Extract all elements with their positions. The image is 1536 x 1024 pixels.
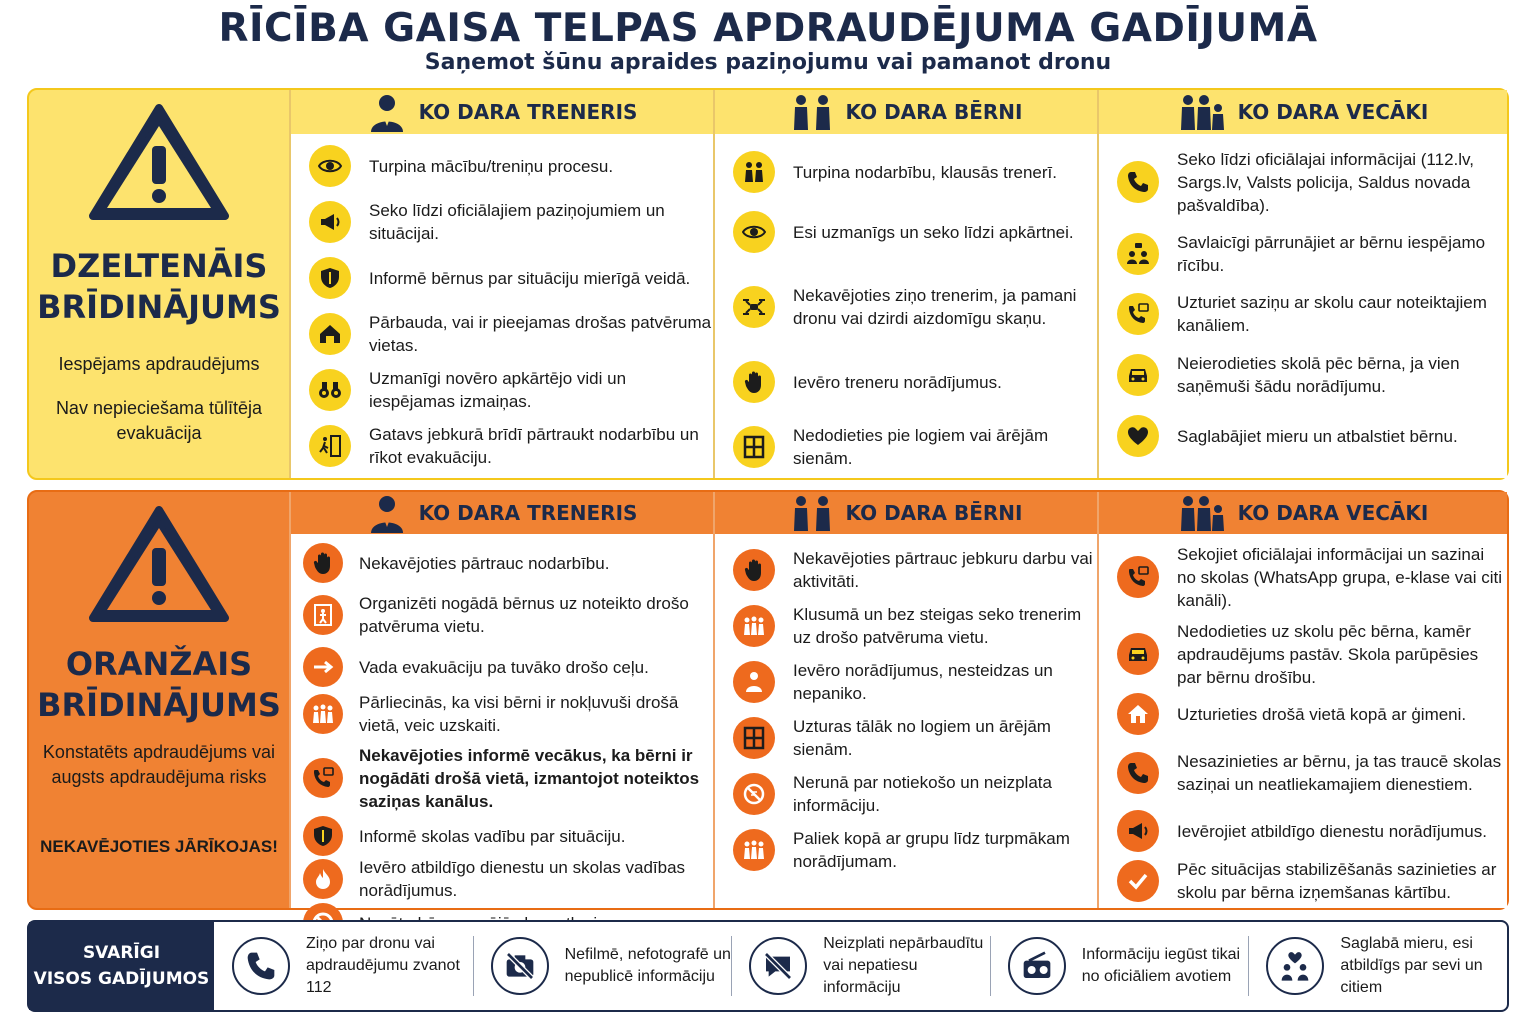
list-item: [1099, 694, 1507, 734]
megaphone-icon: [309, 201, 351, 243]
shield-icon: [309, 257, 351, 299]
orange-level-line2: BRĪDINĀJUMS: [37, 686, 281, 724]
arrow-icon: [303, 647, 343, 687]
children-icon: [733, 151, 775, 193]
orange-coach-list: [291, 540, 713, 942]
page-title: RĪCĪBA GAISA TELPAS APDRAUDĒJUMA GADĪJUMĀ: [218, 6, 1318, 51]
children-icon: [303, 694, 343, 734]
list-item: [715, 766, 1097, 822]
list-item: [291, 738, 713, 818]
list-item: [715, 412, 1097, 482]
list-item: [1099, 850, 1507, 912]
list-item: [1099, 734, 1507, 812]
list-item: [1099, 224, 1507, 284]
orange-level-line1: ORANŽAIS: [65, 645, 253, 683]
yellow-warning-section: [27, 88, 1509, 480]
list-item: [715, 542, 1097, 598]
list-item: [291, 690, 713, 738]
list-item-text: Pēc situācijas stabilizēšanās sazinieties ar skolu par bērna izņemšanas kārtību.: [1177, 860, 1497, 902]
list-item: [715, 142, 1097, 202]
car-icon: [1117, 354, 1159, 396]
yellow-level-panel: [29, 90, 289, 478]
yellow-level-line1: DZELTENĀIS: [50, 247, 268, 285]
list-item-text: Klusumā un bez steigas seko trenerim uz drošo patvēruma vietu.: [793, 605, 1082, 647]
yellow-level-line2: BRĪDINĀJUMS: [37, 288, 281, 326]
orange-coach-header: [291, 492, 713, 534]
list-item-text: Uzturas tālāk no logiem un ārējām sienām.: [793, 717, 1051, 759]
yellow-threat-description: Iespējams apdraudējums: [58, 354, 260, 374]
phone-icon: [232, 937, 290, 995]
list-item-text: Pārbauda, vai ir pieejamas drošas patvēruma vietas.: [369, 313, 712, 355]
hand-icon: [303, 543, 343, 583]
list-item-text: Nekavējoties ziņo trenerim, ja pamani dronu vai dzirdi aizdomīgu skaņu.: [793, 286, 1077, 328]
list-item: [291, 586, 713, 644]
list-item-text: Neierodieties skolā pēc bērna, ja vien saņēmuši šādu norādījumu.: [1177, 354, 1460, 396]
family-icon: [1178, 495, 1226, 531]
yellow-children-header-label: KO DARA BĒRNI: [845, 100, 1023, 124]
radio-icon: [1008, 937, 1066, 995]
warning-triangle-icon: [87, 504, 231, 624]
yellow-evacuation-note: Nav nepieciešama tūlītēja evakuācija: [55, 398, 263, 443]
orange-warning-section: [27, 490, 1509, 910]
list-item: [1099, 812, 1507, 850]
list-item-text: Nekavējoties pārtrauc jebkuru darbu vai aktivitāti.: [793, 549, 1093, 591]
no-talk-icon: [733, 773, 775, 815]
binoculars-icon: [309, 369, 351, 411]
bottom-item-text: Informāciju iegūst tikai no oficiāliem avotiem: [1081, 946, 1241, 985]
yellow-coach-column: [289, 90, 713, 478]
list-item-text: Seko līdzi oficiālajiem paziņojumiem un situācijai.: [369, 201, 665, 243]
family-heart-icon: [1266, 937, 1324, 995]
phone-message-icon: [1117, 556, 1159, 598]
family-icon: [1178, 94, 1226, 130]
list-item-text: Turpina mācību/treniņu procesu.: [369, 156, 614, 176]
yellow-level-name: [29, 246, 289, 328]
list-item-text: Nekavējoties informē vecākus, ka bērni ir nogādāti drošā vietā, izmantojot noteiktos saziņas kanālus.: [359, 745, 700, 811]
phone-icon: [1117, 161, 1159, 203]
bottom-item-call-112: [214, 922, 473, 1010]
orange-threat-description: Konstatēts apdraudējums vai augsts apdraudējuma risks: [42, 742, 276, 787]
hand-icon: [733, 549, 775, 591]
bottom-item-stay-calm: [1248, 922, 1507, 1010]
list-item: [715, 262, 1097, 352]
yellow-children-header: [715, 90, 1097, 134]
warning-triangle-icon: [87, 102, 231, 222]
bottom-item-official-sources: [990, 922, 1249, 1010]
hand-icon: [733, 361, 775, 403]
yellow-parents-column: [1097, 90, 1507, 478]
important-label-line1: SVARĪGI: [82, 943, 161, 963]
list-item: [291, 540, 713, 586]
bottom-item-no-misinformation: [731, 922, 990, 1010]
list-item: [291, 194, 713, 250]
list-item: [1099, 284, 1507, 344]
list-item-text: Nerunā par notiekošo un neizplata informāciju.: [793, 773, 1052, 815]
list-item-text: Ievērojiet atbildīgo dienestu norādījumus.: [1177, 821, 1487, 841]
megaphone-icon: [1117, 810, 1159, 852]
list-item: [1099, 406, 1507, 466]
list-item-text: Ievēro norādījumus, nesteidzas un nepanikо.: [793, 661, 1053, 703]
window-icon: [733, 426, 775, 468]
phone-message-icon: [303, 758, 343, 798]
list-item: [291, 306, 713, 362]
yellow-children-list: [715, 142, 1097, 482]
important-label-line2: VISOS GADĪJUMOS: [33, 969, 210, 989]
list-item-text: Nekavējoties pārtrauc nodarbību.: [359, 553, 610, 573]
yellow-parents-header: [1099, 90, 1507, 134]
exit-icon: [309, 425, 351, 467]
orange-level-panel: [29, 492, 289, 908]
list-item-text: Paliek kopā ar grupu līdz turpmākam norādījumam.: [793, 829, 1070, 871]
list-item-text: Sekojiet oficiālajai informācijai un sazinai no skolas (WhatsApp grupa, e-klase vai citi kanāli).: [1177, 544, 1503, 610]
shelter-icon: [309, 313, 351, 355]
list-item-text: Vada evakuāciju pa tuvāko drošo ceļu.: [359, 657, 649, 677]
list-item-text: Uzturieties drošā vietā kopā ar ģimeni.: [1177, 704, 1467, 724]
list-item-text: Nedodieties pie logiem vai ārējām sienām.: [793, 426, 1049, 468]
bottom-item-text: Nefilmē, nefotografē un nepublicē informāciju: [564, 946, 731, 985]
list-item: [715, 710, 1097, 766]
list-item: [715, 202, 1097, 262]
orange-parents-column: [1097, 492, 1507, 908]
yellow-coach-header-label: KO DARA TRENERIS: [418, 100, 638, 124]
list-item-text: Gatavs jebkurā brīdī pārtraukt nodarbību un rīkot evakuāciju.: [369, 425, 699, 467]
children-icon: [790, 94, 834, 130]
list-item: [1099, 540, 1507, 614]
list-item: [715, 598, 1097, 654]
orange-coach-header-label: KO DARA TRENERIS: [418, 501, 638, 525]
list-item: [291, 362, 713, 418]
car-icon: [1117, 633, 1159, 675]
list-item-text: Esi uzmanīgs un seko līdzi apkārtnei.: [793, 222, 1074, 242]
list-item-text: Saglabājiet mieru un atbalstiet bērnu.: [1177, 426, 1458, 446]
orange-children-header-label: KO DARA BĒRNI: [845, 501, 1023, 525]
list-item: [291, 818, 713, 854]
yellow-children-column: [713, 90, 1097, 478]
list-item: [715, 654, 1097, 710]
list-item-text: Informē bērnus par situāciju mierīgā veidā.: [369, 268, 691, 288]
children-icon: [733, 605, 775, 647]
orange-parents-header-label: KO DARA VECĀKI: [1237, 501, 1429, 525]
orange-children-list: [715, 542, 1097, 878]
person-icon: [733, 661, 775, 703]
list-item: [1099, 344, 1507, 406]
home-icon: [1117, 693, 1159, 735]
orange-children-column: [713, 492, 1097, 908]
family-talk-icon: [1117, 233, 1159, 275]
list-item-text: Informē skolas vadību par situāciju.: [359, 826, 626, 846]
list-item: [715, 822, 1097, 878]
yellow-parents-header-label: KO DARA VECĀKI: [1237, 100, 1429, 124]
list-item: [291, 418, 713, 474]
list-item-text: Nesazinieties ar bērnu, ja tas traucē skolas saziņai un neatliekamajiem dienestiem.: [1177, 752, 1502, 794]
window-icon: [733, 717, 775, 759]
important-always-label: [29, 922, 214, 1010]
orange-act-now-note: NEKAVĒJOTIES JĀRĪKOJAS!: [40, 837, 278, 856]
drone-icon: [733, 286, 775, 328]
list-item: [291, 644, 713, 690]
list-item: [291, 250, 713, 306]
yellow-coach-header: [291, 90, 713, 134]
list-item: [291, 854, 713, 904]
page-subtitle: Saņemot šūnu apraides paziņojumu vai pamanot dronu: [424, 50, 1112, 75]
heart-icon: [1117, 415, 1159, 457]
list-item-text: Ievēro atbildīgo dienestu un skolas vadības norādījumus.: [359, 858, 686, 900]
eye-icon: [309, 145, 351, 187]
list-item-text: Nedodieties uz skolu pēc bērna, kamēr apdraudējums pastāv. Skola parūpēsies par bērnu drošību.: [1177, 621, 1479, 687]
list-item: [715, 352, 1097, 412]
group-icon: [733, 829, 775, 871]
list-item-text: Turpina nodarbību, klausās trenerī.: [793, 162, 1057, 182]
door-icon: [303, 595, 343, 635]
orange-parents-header: [1099, 492, 1507, 534]
bottom-item-text: Neizplati nepārbaudītu vai nepatiesu informāciju: [823, 935, 984, 996]
bottom-item-text: Saglabā mieru, esi atbildīgs par sevi un citiem: [1340, 935, 1483, 996]
phone-icon: [1117, 752, 1159, 794]
orange-coach-column: [289, 492, 713, 908]
coach-icon: [367, 493, 407, 533]
shield-icon: [303, 816, 343, 856]
important-always-bar: [27, 920, 1509, 1012]
coach-icon: [367, 92, 407, 132]
phone-message-icon: [1117, 293, 1159, 335]
children-icon: [790, 495, 834, 531]
list-item-text: Pārliecinās, ka visi bērni ir nokļuvuši drošā vietā, veic uzskaiti.: [359, 693, 679, 735]
list-item-text: Uzturiet saziņu ar skolu caur noteiktajiem kanāliem.: [1177, 293, 1487, 335]
yellow-coach-list: [291, 138, 713, 474]
list-item-text: Ievēro treneru norādījumus.: [793, 372, 1002, 392]
yellow-parents-list: [1099, 140, 1507, 466]
list-item-text: Organizēti nogādā bērnus uz noteikto drošo patvēruma vietu.: [359, 594, 689, 636]
list-item-text: Uzmanīgi novēro apkārtējo vidi un iespējamas izmaiņas.: [369, 369, 627, 411]
eye-icon: [733, 211, 775, 253]
orange-children-header: [715, 492, 1097, 534]
no-talk-icon: [749, 937, 807, 995]
list-item: [1099, 140, 1507, 224]
fire-icon: [303, 859, 343, 899]
bottom-item-no-filming: [473, 922, 732, 1010]
list-item-text: Seko līdzi oficiālajai informācijai (112.lv, Sargs.lv, Valsts policija, Saldus novada pašvaldība).: [1177, 149, 1474, 215]
bottom-item-text: Ziņo par dronu vai apdraudējumu zvanot 112: [306, 935, 460, 996]
list-item-text: Savlaicīgi pārrunājiet ar bērnu iespējamo rīcību.: [1177, 233, 1486, 275]
list-item: [1099, 614, 1507, 694]
check-icon: [1117, 860, 1159, 902]
orange-parents-list: [1099, 540, 1507, 912]
list-item: [291, 138, 713, 194]
no-camera-icon: [491, 937, 549, 995]
orange-level-name: [29, 644, 289, 726]
